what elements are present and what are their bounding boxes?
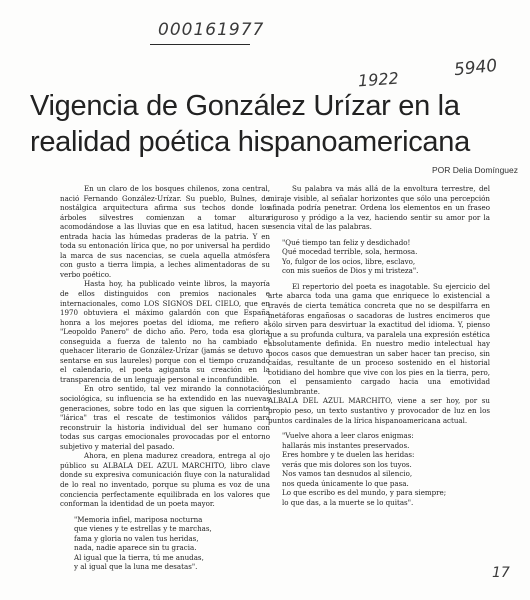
- article-byline: POR Delia Domínguez: [432, 165, 518, 175]
- paragraph: Ahora, en plena madurez creadora, entrega al ojo público su ALBALA DEL AZUL MARCHITO, libro clave donde su expresiva comunicación fluye con la naturalidad de lo real no inventado, porque su pluma es voz de una conciencia perfectamente equilibrada en los valores que conforman la identidad de un poeta mayor.: [60, 451, 270, 509]
- paragraph: En otro sentido, tal vez mirando la connotación sociológica, su influencia se ha extendido en las nuevas generaciones, sobre todo en las que siguen la corriente "lárica" tras el rescate de testimonios válidos para reconstruir la historia individual del ser humano con todas sus cargas emocionales provocadas por el entorno subjetivo y material del pasado.: [60, 384, 270, 451]
- paragraph: Hasta hoy, ha publicado veinte libros, la mayoría de ellos distinguidos con premios nacionales e internacionales, como LOS SIGNOS DEL CIELO, que en 1970 obtuviera el máximo galardón con que España honra a los mejores poetas del idioma, me refiero al "Leopoldo Panero" de dicho año. Pero, toda esa gloria conseguida a fuerza de talento no ha cambiado el quehacer literario de González-Urízar (jamás se detuvo a sentarse en sus laureles) porque con el tiempo cruzando el calendario, el poeta agiganta su creación en la transparencia de un lenguaje personal e inconfundible.: [60, 279, 270, 384]
- handwritten-underline: [150, 44, 250, 45]
- paragraph: En un claro de los bosques chilenos, zona central, nació Fernando González-Urízar. Su pueblo, Bulnes, de nostálgica arquitectura afirma sus techos donde los árboles silvestres comienzan a tomar altura acomodándose a las lluvias que en esa latitud, hacen su entrada hacia las húmedas praderas de la patria. Y en toda su entonación lírica que, no por universal ha perdido la marca de sus nacencias, se cuela aquella atmósfera con gusto a tierra limpia, a leches alimentadoras de su verbo poético.: [60, 184, 270, 279]
- paragraph: El repertorio del poeta es inagotable. Su ejercicio del arte abarca toda una gama que enriquece lo existencial a través de cierta temática concreta que no se despilfarra en metáforas engañosas o sacadoras de lustres encimeros que sólo sirven para desvirtuar la exactitud del idioma. Y, pienso que a su profunda cultura, va paralela una expresión estética absolutamente definida. En nuestro medio intelectual hay pocos casos que demuestran un saber hacer tan preciso, sin caídas, resultante de un proceso sostenido en el historial cotidiano del hombre que vive con los pies en la tierra, pero, con el pensamiento cargado hacia una emotividad deslumbrante.: [268, 281, 490, 396]
- paragraph: ALBALA DEL AZUL MARCHITO, viene a ser hoy, por su propio peso, un texto sustantivo y provocador de luz en los puntos cardinales de la lírica hispanoamericana actual.: [268, 396, 490, 425]
- handwritten-number: 5940: [453, 55, 499, 81]
- handwritten-year: 1922: [357, 68, 400, 91]
- paragraph: Su palabra va más allá de la envoltura terrestre, del miraje visible, al señalar horizontes que sólo una percepción afinada podría penetrar. Ordena los elementos en un fraseo riguroso y pródigo a la vez, haciendo sentir su amor por la esencia vital de las palabras.: [268, 184, 490, 232]
- poem-quote: "Vuelve ahora a leer claros enigmas: hallarás mis instantes preservados. Eres hombre y te duelen las heridas: verás que mis dolores son los tuyos. Nos vamos tan desnudos al silencio, nos queda únicamente lo que pasa. Lo que escribo es del mundo, y para siempre; lo que das, a la muerte se lo quitas".: [282, 431, 447, 507]
- poem-quote: "Qué tiempo tan feliz y desdichado! Qué mocedad terrible, sola, hermosa. Yo, fulgor de los ocios, libre, esclavo, con mis sueños de Dios y mi tristeza".: [282, 237, 419, 276]
- left-column: [60, 184, 270, 578]
- right-column: [268, 184, 490, 514]
- handwritten-page-number: 17: [492, 565, 510, 581]
- poem-quote: "Memoria infiel, mariposa nocturna que vienes y te estrellas y te marchas, fama y gloria no valen tus heridas, nada, nadie aparece sin tu gracia. Al igual que la tierra, tú me anudas, y al igual que la luna me desatas".: [74, 514, 212, 572]
- article-title: Vigencia de González Urízar en la realidad poética hispanoamericana: [30, 90, 470, 158]
- handwritten-archive-id: 000161977: [158, 20, 265, 40]
